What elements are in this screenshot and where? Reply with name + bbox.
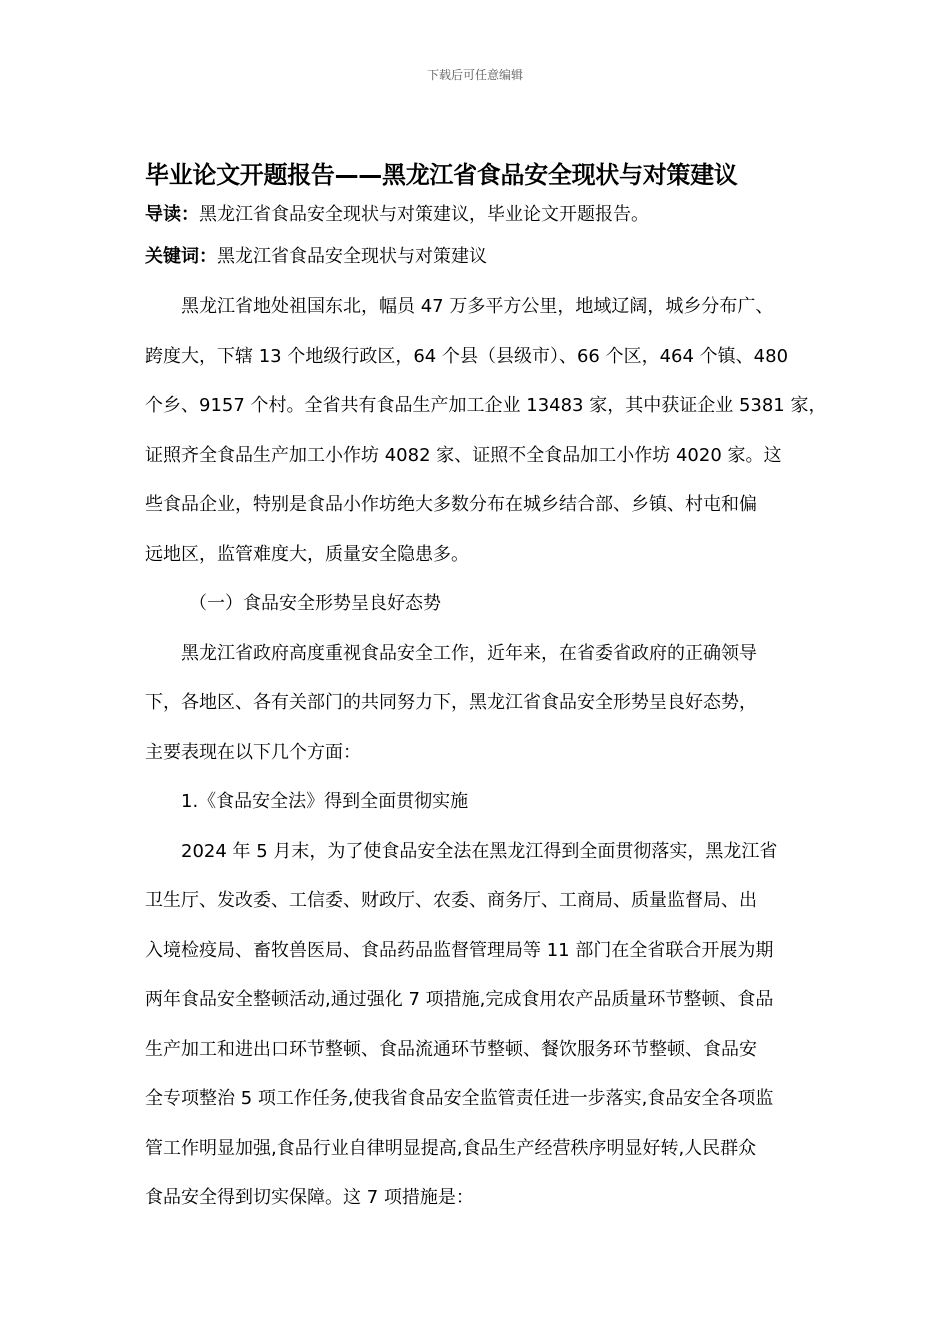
paragraph-line: 主要表现在以下几个方面： xyxy=(145,741,361,763)
paragraph-line: 个乡、9157 个村。全省共有食品生产加工企业 13483 家，其中获证企业 5381 家， xyxy=(145,395,827,416)
paragraph-measures xyxy=(145,827,817,1223)
paragraph-line: 管工作明显加强,食品行业自律明显提高,食品生产经营秩序明显好转,人民群众 xyxy=(145,1137,757,1159)
paragraph-line: 生产加工和进出口环节整顿、食品流通环节整顿、餐饮服务环节整顿、食品安 xyxy=(145,1038,757,1060)
lead-text: 黑龙江省食品安全现状与对策建议，毕业论文开题报告。 xyxy=(199,204,649,225)
keywords-label: 关键词： xyxy=(145,246,217,267)
paragraph-line: 两年食品安全整顿活动,通过强化 7 项措施,完成食用农产品质量环节整顿、食品 xyxy=(145,989,774,1010)
section-heading: （一）食品安全形势呈良好态势 xyxy=(189,593,441,614)
header-note: 下载后可任意编辑 xyxy=(426,68,523,82)
paragraph-line: 卫生厅、发改委、工信委、财政厅、农委、商务厅、工商局、质量监督局、出 xyxy=(145,890,757,911)
subsection-heading: 1.《食品安全法》得到全面贯彻实施 xyxy=(181,791,469,812)
paragraph-line: 2024 年 5 月末，为了使食品安全法在黑龙江得到全面贯彻落实，黑龙江省 xyxy=(181,840,778,862)
paragraph-line: 黑龙江省政府高度重视食品安全工作，近年来，在省委省政府的正确领导 xyxy=(181,642,757,664)
lead-line xyxy=(145,194,817,236)
paragraph-line: 些食品企业，特别是食品小作坊绝大多数分布在城乡结合部、乡镇、村屯和偏 xyxy=(145,494,757,515)
keywords-text: 黑龙江省食品安全现状与对策建议 xyxy=(217,246,487,267)
paragraph-line: 证照齐全食品生产加工小作坊 4082 家、证照不全食品加工小作坊 4020 家。这 xyxy=(145,444,782,466)
keywords-line xyxy=(145,236,817,278)
paragraph-line: 远地区，监管难度大，质量安全隐患多。 xyxy=(145,543,469,565)
paragraph-line: 下，各地区、各有关部门的共同努力下，黑龙江省食品安全形势呈良好态势， xyxy=(145,692,757,713)
paragraph-line: 全专项整治 5 项工作任务,使我省食品安全监管责任进一步落实,食品安全各项监 xyxy=(145,1088,774,1109)
paragraph-line: 跨度大，下辖 13 个地级行政区，64 个县（县级市）、66 个区，464 个镇、480 xyxy=(145,345,789,367)
paragraph-line: 入境检疫局、畜牧兽医局、食品药品监督管理局等 11 部门在全省联合开展为期 xyxy=(145,939,774,961)
paragraph-line: 食品安全得到切实保障。这 7 项措施是： xyxy=(145,1187,474,1208)
lead-label: 导读： xyxy=(145,204,199,225)
paragraph-situation xyxy=(145,629,817,778)
paragraph-line: 黑龙江省地处祖国东北，幅员 47 万多平方公里，地域辽阔，城乡分布广、 xyxy=(181,296,774,317)
document-title: 毕业论文开题报告——黑龙江省食品安全现状与对策建议 xyxy=(145,161,738,189)
paragraph-intro xyxy=(145,282,827,579)
document-body xyxy=(145,156,827,1223)
